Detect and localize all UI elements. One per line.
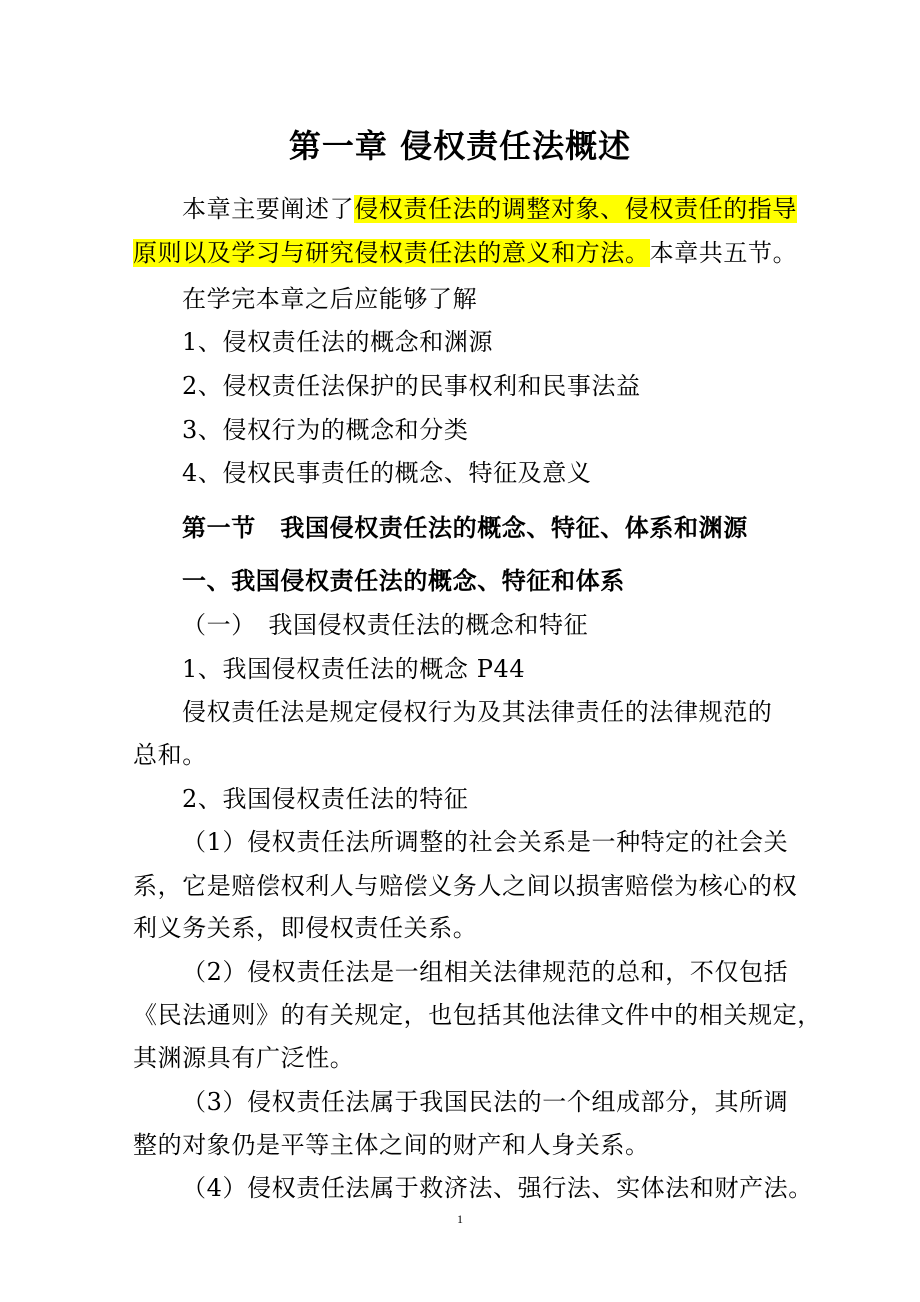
intro-line-1 [182, 194, 797, 224]
concept-heading: 1、我国侵权责任法的概念 P44 [182, 655, 526, 683]
page-number: 1 [457, 1212, 463, 1226]
chapter-title: 第一章 侵权责任法概述 [288, 127, 632, 165]
intro-line-2 [133, 238, 797, 268]
feature-3-line-1: （3）侵权责任法属于我国民法的一个组成部分，其所调 [182, 1088, 789, 1116]
feature-2-line-2: 《民法通则》的有关规定，也包括其他法律文件中的相关规定， [133, 1001, 822, 1029]
feature-3-line-2: 整的对象仍是平等主体之间的财产和人身关系。 [133, 1131, 650, 1159]
objective-item-1: 1、侵权责任法的概念和渊源 [182, 328, 494, 356]
feature-4-line-1: （4）侵权责任法属于救济法、强行法、实体法和财产法。 [182, 1174, 813, 1202]
objective-item-2: 2、侵权责任法保护的民事权利和民事法益 [182, 372, 641, 400]
feature-2-line-3: 其渊源具有广泛性。 [133, 1044, 355, 1072]
objective-item-3: 3、侵权行为的概念和分类 [182, 416, 469, 444]
feature-1-line-2: 系，它是赔偿权利人与赔偿义务人之间以损害赔偿为核心的权 [133, 872, 798, 900]
section-heading: 第一节 我国侵权责任法的概念、特征、体系和渊源 [182, 514, 748, 542]
feature-1-line-1: （1）侵权责任法所调整的社会关系是一种特定的社会关 [182, 828, 789, 856]
subsection-heading: 一、我国侵权责任法的概念、特征和体系 [182, 567, 625, 595]
intro-highlight-2: 原则以及学习与研究侵权责任法的意义和方法。 [133, 239, 650, 267]
intro-suffix: 本章共五节。 [649, 239, 798, 267]
objectives-intro: 在学完本章之后应能够了解 [182, 285, 478, 313]
feature-2-line-1: （2）侵权责任法是一组相关法律规范的总和，不仅包括 [182, 958, 789, 986]
feature-1-line-3: 利义务关系，即侵权责任关系。 [133, 914, 478, 942]
intro-prefix: 本章主要阐述了 [182, 195, 355, 223]
objective-item-4: 4、侵权民事责任的概念、特征及意义 [182, 459, 592, 487]
features-heading: 2、我国侵权责任法的特征 [182, 785, 469, 813]
intro-highlight-1: 侵权责任法的调整对象、侵权责任的指导 [354, 195, 798, 223]
concept-text-line-2: 总和。 [133, 741, 207, 769]
concept-text-line-1: 侵权责任法是规定侵权行为及其法律责任的法律规范的 [182, 698, 773, 726]
sub-sub-heading: （一） 我国侵权责任法的概念和特征 [182, 611, 589, 639]
